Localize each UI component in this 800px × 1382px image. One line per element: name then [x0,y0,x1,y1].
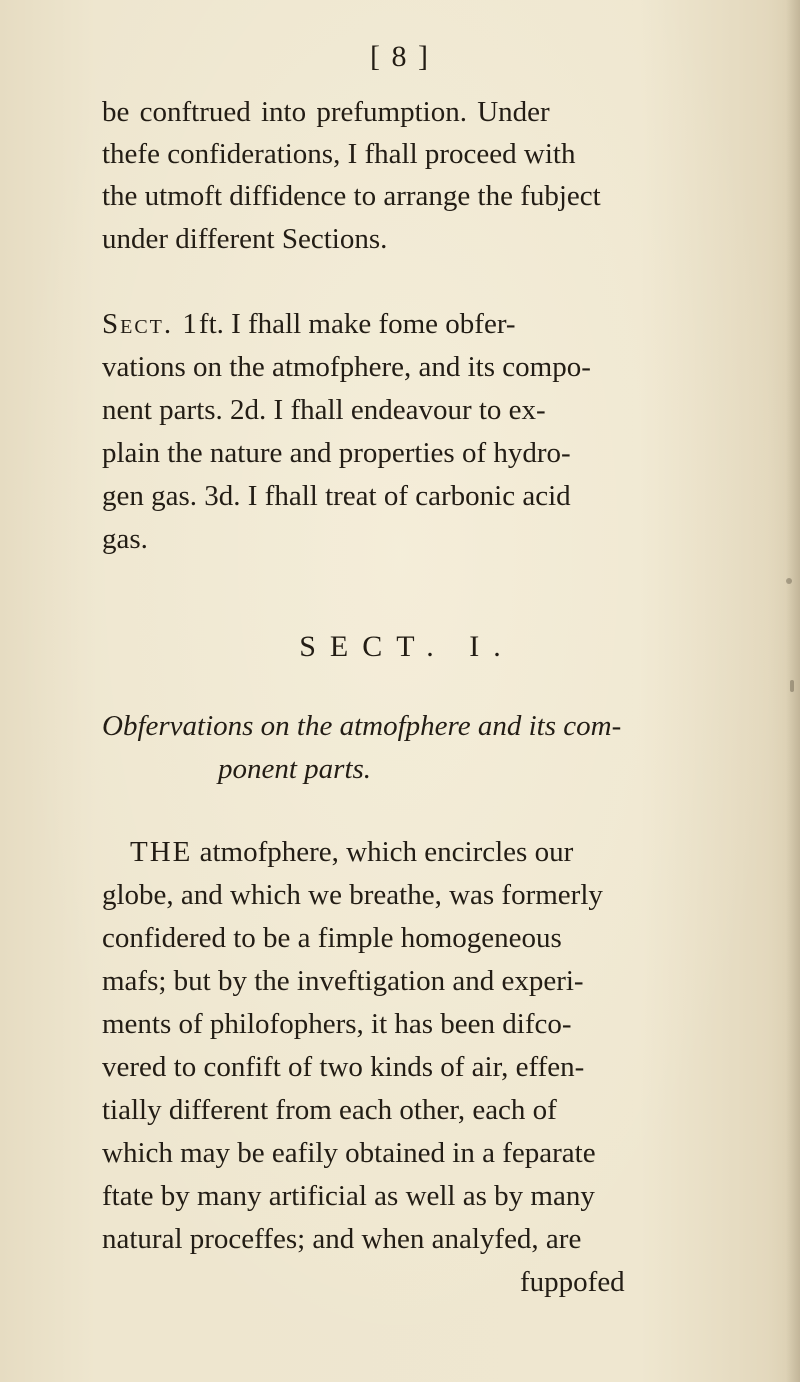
text-line: ments of philofophers, it has been difco- [102,1008,572,1040]
paragraph-lead-word: THE [130,836,193,868]
page-number: [ 8 ] [370,40,430,73]
paper-speck [786,578,792,584]
text-line: tially different from each other, each of [102,1094,557,1126]
text-line: plain the nature and properties of hydro- [102,437,571,469]
text-line: vered to confift of two kinds of air, effen- [102,1051,585,1083]
text-line: confidered to be a fimple homogeneous [102,922,562,954]
text-line: nent parts. 2d. I fhall endeavour to ex- [102,394,546,426]
paper-speck [790,680,794,692]
catchword: fuppofed [520,1266,625,1298]
paragraph-first-line [130,838,573,867]
paragraph-first-line-text: atmofphere, which encircles our [199,836,574,868]
text-line: ftate by many artificial as well as by many [102,1180,595,1212]
text-line: globe, and which we breathe, was formerly [102,879,603,911]
sect-label: Sect. 1 [102,308,199,340]
text-line: gen gas. 3d. I fhall treat of carbonic acid [102,480,571,512]
text-line: vations on the atmofphere, and its compo- [102,351,591,383]
text-line: be conftrued into prefumption. Under [102,96,550,128]
section-subtitle-continued: ponent parts. [218,753,372,785]
section-heading: SECT. I. [299,630,515,663]
text-line: thefe confiderations, I fhall proceed with [102,138,576,170]
text-line: natural proceffes; and when analyfed, are [102,1223,582,1255]
text-line: mafs; but by the inveftigation and experi- [102,965,584,997]
section-subtitle: Obfervations on the atmofphere and its com- [102,710,622,742]
text-line: gas. [102,523,148,555]
text-line: the utmoft diffidence to arrange the fubject [102,180,601,212]
text-line: under different Sections. [102,223,388,255]
sect-line-text: ft. I fhall make fome obfer- [198,308,516,340]
text-line-sect [102,310,516,339]
text-line: which may be eafily obtained in a feparate [102,1137,596,1169]
